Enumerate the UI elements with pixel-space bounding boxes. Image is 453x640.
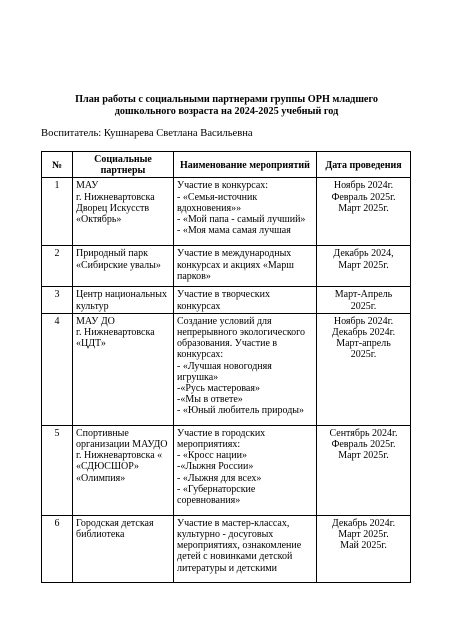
event-line: вдохновения»»	[177, 202, 242, 214]
partner-line: г. Нижневартовска	[76, 191, 155, 203]
date-line: Май 2025г.	[340, 540, 387, 552]
event-line: - «Юный любитель природы»	[177, 405, 305, 417]
event-line: парков»	[177, 270, 211, 282]
row-number: 6	[42, 515, 73, 582]
header-partners: Социальные партнеры	[73, 152, 174, 178]
partner-line: библиотека	[76, 529, 125, 541]
partner-cell	[73, 313, 174, 425]
event-line: - «Лыжня для всех»	[177, 472, 262, 484]
event-line: Участие в мастер-классах,	[177, 517, 290, 529]
event-line: конкурсах:	[177, 349, 224, 361]
events-cell	[174, 178, 317, 246]
event-line: - «Моя мама самая лучшая	[177, 225, 291, 237]
row-number: 1	[42, 178, 73, 246]
partner-line: «ЦДТ»	[76, 338, 106, 350]
header-number: №	[42, 152, 73, 178]
date-line: Март 2025г.	[338, 259, 389, 271]
partner-cell	[73, 287, 174, 313]
date-line: Март 2025г.	[338, 529, 389, 541]
date-line: Декабрь 2024г.	[331, 517, 396, 529]
title-line: дошкольного возраста на 2024-2025 учебный год	[114, 106, 339, 117]
row-number: 3	[42, 287, 73, 313]
events-cell	[174, 287, 317, 313]
event-line: -«Мы в ответе»	[177, 394, 243, 406]
partner-line: «Октябрь»	[76, 214, 122, 226]
dates-cell	[317, 515, 411, 582]
dates-cell	[317, 178, 411, 246]
event-line: -«Лыжня России»	[177, 461, 254, 473]
partner-line: г. Нижневартовска	[76, 327, 155, 339]
date-line: Декабрь 2024,	[333, 248, 394, 260]
partner-line: Природный парк	[76, 248, 148, 260]
event-line: непрерывного экологического	[177, 327, 306, 339]
event-line: соревнования»	[177, 495, 241, 507]
events-cell	[174, 425, 317, 515]
dates-cell	[317, 313, 411, 425]
table-row	[42, 178, 411, 246]
date-line: Март-апрель	[336, 338, 391, 350]
event-line: - «Лучшая новогодняя	[177, 360, 272, 372]
partner-cell	[73, 515, 174, 582]
event-line: мероприятиях:	[177, 439, 241, 451]
partner-line: культур	[76, 300, 109, 312]
date-line: Март-Апрель	[334, 289, 393, 301]
row-number: 5	[42, 425, 73, 515]
header-dates: Дата проведения	[317, 152, 411, 178]
partner-line: г. Нижневартовска «	[76, 450, 163, 462]
events-cell	[174, 515, 317, 582]
events-cell	[174, 246, 317, 287]
dates-cell	[317, 287, 411, 313]
date-line: Февраль 2025г.	[331, 439, 396, 451]
partner-line: МАУ	[76, 180, 99, 192]
date-line: Ноябрь 2024г.	[333, 315, 394, 327]
event-line: образования. Участие в	[177, 338, 278, 350]
table-row	[42, 246, 411, 287]
date-line: Сентябрь 2024г.	[329, 427, 398, 439]
event-line: Участие в творческих	[177, 289, 271, 301]
partner-line: Центр национальных	[76, 289, 167, 301]
partner-line: Дворец Искусств	[76, 202, 150, 214]
event-line: детей с новинками детской	[177, 551, 293, 563]
partner-line: «Олимпия»	[76, 472, 126, 484]
date-line: 2025г.	[350, 349, 377, 361]
educator-line: Воспитатель: Кушнарева Светлана Васильевна	[41, 128, 253, 139]
partner-cell	[73, 246, 174, 287]
event-line: Участие в международных	[177, 248, 292, 260]
event-line: Участие в городских	[177, 427, 266, 439]
partner-line: «СДЮСШОР»	[76, 461, 140, 473]
table-row	[42, 287, 411, 313]
table-row	[42, 313, 411, 425]
table-header-row	[42, 152, 411, 178]
event-line: Участие в конкурсах:	[177, 180, 269, 192]
title-line: План работы с социальными партнерами группы ОРН младшего	[75, 94, 378, 105]
table-row	[42, 515, 411, 582]
event-line: мероприятиях, ознакомление	[177, 540, 302, 552]
dates-cell	[317, 425, 411, 515]
date-line: Февраль 2025г.	[331, 191, 396, 203]
event-line: игрушка»	[177, 371, 219, 383]
event-line: культурно - досуговых	[177, 529, 274, 541]
date-line: 2025г.	[350, 300, 377, 312]
header-events: Наименование мероприятий	[174, 152, 317, 178]
row-number: 4	[42, 313, 73, 425]
partner-cell	[73, 425, 174, 515]
partner-line: Городская детская	[76, 517, 154, 529]
dates-cell	[317, 246, 411, 287]
event-line: конкурсах	[177, 300, 221, 312]
event-line: - «Губернаторские	[177, 483, 256, 495]
event-line: - «Кросс нации»	[177, 450, 247, 462]
event-line: Создание условий для	[177, 315, 272, 327]
event-line: - «Мой папа - самый лучший»	[177, 214, 306, 226]
date-line: Март 2025г.	[338, 450, 389, 462]
events-cell	[174, 313, 317, 425]
row-number: 2	[42, 246, 73, 287]
partner-line: Спортивные	[76, 427, 129, 439]
table-row	[42, 425, 411, 515]
date-line: Март 2025г.	[338, 202, 389, 214]
partner-line: «Сибирские увалы»	[76, 259, 161, 271]
document-title	[40, 94, 413, 118]
event-line: литературы и детскими	[177, 562, 277, 574]
event-line: - «Семья-источник	[177, 191, 258, 203]
partners-plan-table	[41, 151, 411, 583]
partner-cell	[73, 178, 174, 246]
event-line: конкурсах и акциях «Марш	[177, 259, 294, 271]
partner-line: организации МАУДО	[76, 439, 168, 451]
event-line: -«Русь мастеровая»	[177, 383, 260, 395]
date-line: Ноябрь 2024г.	[333, 180, 394, 192]
date-line: Декабрь 2024г.	[331, 327, 396, 339]
partner-line: МАУ ДО	[76, 315, 115, 327]
